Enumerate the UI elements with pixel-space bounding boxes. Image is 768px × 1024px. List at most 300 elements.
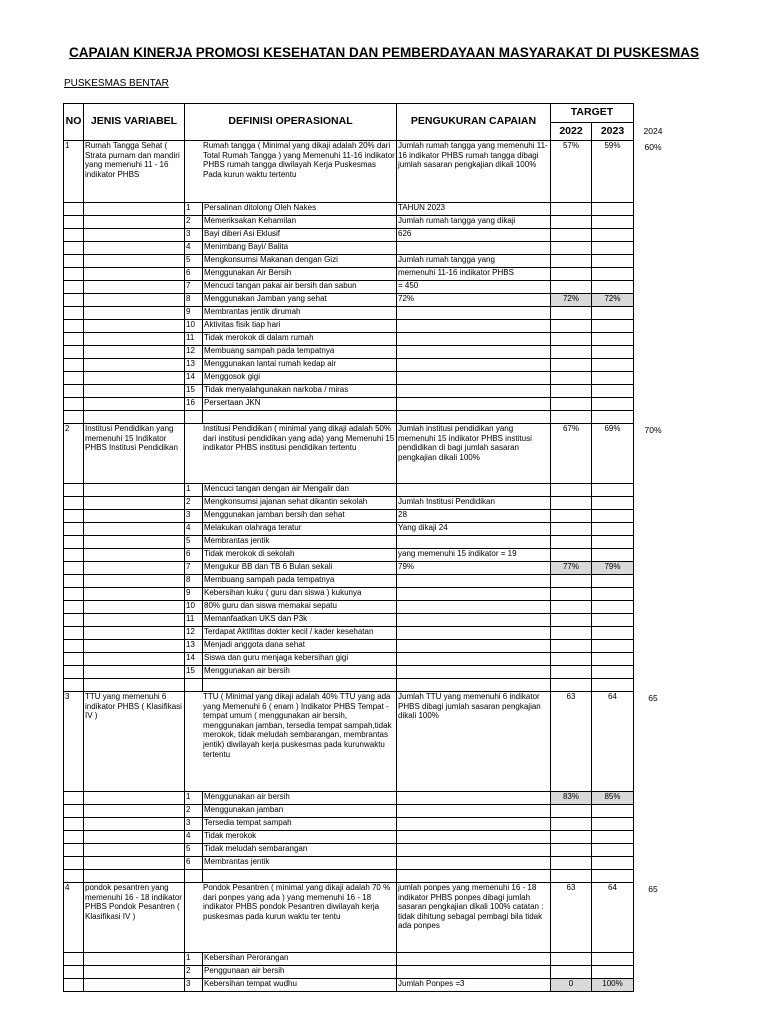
indicator-number: 4 xyxy=(185,831,203,844)
target-2023: 64 xyxy=(592,692,634,792)
indicator-value-2022 xyxy=(551,497,592,510)
indicator-row xyxy=(64,805,634,818)
indicator-value-2022 xyxy=(551,484,592,497)
indicator-row xyxy=(64,398,634,411)
indicator-row xyxy=(64,844,634,857)
empty-cell xyxy=(84,242,185,255)
indicator-value-2022 xyxy=(551,307,592,320)
indicator-number: 14 xyxy=(185,653,203,666)
indicator-measurement: Jumlah Institusi Pendidikan xyxy=(397,497,551,510)
indicator-row xyxy=(64,203,634,216)
indicator-measurement xyxy=(397,966,551,979)
empty-cell xyxy=(551,679,592,692)
indicator-row xyxy=(64,294,634,307)
empty-cell xyxy=(64,627,84,640)
indicator-number: 10 xyxy=(185,601,203,614)
target-2024: 70% xyxy=(644,424,662,435)
empty-cell xyxy=(64,523,84,536)
indicator-number: 15 xyxy=(185,666,203,679)
empty-cell xyxy=(64,601,84,614)
spacer-row xyxy=(64,679,634,692)
indicator-number: 7 xyxy=(185,562,203,575)
indicator-value-2022 xyxy=(551,372,592,385)
indicator-measurement xyxy=(397,640,551,653)
header-no: NO xyxy=(64,104,84,141)
indicator-measurement xyxy=(397,627,551,640)
empty-cell xyxy=(84,588,185,601)
empty-cell xyxy=(84,549,185,562)
indicator-value-2022 xyxy=(551,229,592,242)
empty-cell xyxy=(64,653,84,666)
indicator-row xyxy=(64,818,634,831)
indicator-row xyxy=(64,346,634,359)
indicator-measurement xyxy=(397,857,551,870)
target-2023: 69% xyxy=(592,424,634,484)
indicator-label: Mengukur BB dan TB 6 Bulan sekali xyxy=(203,562,397,575)
indicator-row xyxy=(64,792,634,805)
indicator-number: 4 xyxy=(185,242,203,255)
indicator-label: Memeriksakan Kehamilan xyxy=(203,216,397,229)
header-year-2023: 2023 xyxy=(592,123,634,141)
indicator-value-2022 xyxy=(551,398,592,411)
empty-cell xyxy=(84,627,185,640)
indicator-measurement xyxy=(397,398,551,411)
indicator-value-2023 xyxy=(592,575,634,588)
indicator-number: 13 xyxy=(185,359,203,372)
indicator-number: 2 xyxy=(185,216,203,229)
indicator-label: Tidak merokok di sekolah xyxy=(203,549,397,562)
indicator-value-2023 xyxy=(592,640,634,653)
indicator-value-2023 xyxy=(592,203,634,216)
performance-table xyxy=(63,103,634,992)
target-2022: 63 xyxy=(551,883,592,953)
indicator-value-2023 xyxy=(592,953,634,966)
section-row xyxy=(64,692,634,792)
indicator-label: Menggunakan Air Bersih xyxy=(203,268,397,281)
indicator-measurement xyxy=(397,792,551,805)
indicator-row xyxy=(64,216,634,229)
indicator-measurement: 79% xyxy=(397,562,551,575)
indicator-value-2022 xyxy=(551,805,592,818)
indicator-number: 6 xyxy=(185,268,203,281)
indicator-label: Membrantas jentik dirumah xyxy=(203,307,397,320)
pengukuran-capaian: jumlah ponpes yang memenuhi 16 - 18 indikator PHBS ponpes dibagi jumlah sasaran pengkajian dikali 100% catatan : tidak dihitung sebagai pembagi bila tidak ada ponpes xyxy=(397,883,551,953)
indicator-value-2023 xyxy=(592,307,634,320)
indicator-value-2022 xyxy=(551,953,592,966)
indicator-measurement xyxy=(397,385,551,398)
section-row xyxy=(64,424,634,484)
indicator-measurement xyxy=(397,805,551,818)
empty-cell xyxy=(64,588,84,601)
empty-cell xyxy=(84,679,185,692)
empty-cell xyxy=(64,549,84,562)
indicator-label: Persertaan JKN xyxy=(203,398,397,411)
indicator-value-2022 xyxy=(551,523,592,536)
indicator-row xyxy=(64,497,634,510)
section-number: 1 xyxy=(64,141,84,203)
jenis-variabel: TTU yang memenuhi 6 indikator PHBS ( Klasifikasi IV ) xyxy=(84,692,185,792)
indicator-number: 2 xyxy=(185,966,203,979)
indicator-value-2023 xyxy=(592,588,634,601)
indicator-number: 5 xyxy=(185,536,203,549)
indicator-value-2023 xyxy=(592,281,634,294)
indicator-number: 14 xyxy=(185,372,203,385)
indicator-measurement xyxy=(397,588,551,601)
indicator-value-2022 xyxy=(551,242,592,255)
indicator-row xyxy=(64,575,634,588)
indicator-number: 6 xyxy=(185,549,203,562)
empty-cell xyxy=(64,805,84,818)
indicator-value-2023 xyxy=(592,966,634,979)
indicator-measurement xyxy=(397,359,551,372)
indicator-value-2023 xyxy=(592,398,634,411)
indicator-measurement xyxy=(397,536,551,549)
indicator-value-2022: 77% xyxy=(551,562,592,575)
indicator-row xyxy=(64,320,634,333)
indicator-value-2023 xyxy=(592,627,634,640)
indicator-value-2022 xyxy=(551,588,592,601)
empty-cell xyxy=(203,679,397,692)
pengukuran-capaian: Jumlah TTU yang memenuhi 6 indikator PHBS dibagi jumlah sasaran pengkajian dikali 100% xyxy=(397,692,551,792)
indicator-value-2022 xyxy=(551,614,592,627)
section-number: 2 xyxy=(64,424,84,484)
section-row xyxy=(64,141,634,203)
target-2022: 67% xyxy=(551,424,592,484)
indicator-measurement: TAHUN 2023 xyxy=(397,203,551,216)
indicator-row xyxy=(64,385,634,398)
indicator-number: 5 xyxy=(185,844,203,857)
empty-cell xyxy=(64,242,84,255)
empty-cell xyxy=(84,562,185,575)
indicator-measurement: 626 xyxy=(397,229,551,242)
indicator-number: 7 xyxy=(185,281,203,294)
empty-cell xyxy=(84,979,185,992)
section-row xyxy=(64,883,634,953)
indicator-measurement xyxy=(397,666,551,679)
indicator-measurement xyxy=(397,575,551,588)
indicator-row xyxy=(64,229,634,242)
indicator-value-2023 xyxy=(592,653,634,666)
empty-cell xyxy=(84,953,185,966)
puskesmas-name: PUSKESMAS BENTAR xyxy=(64,78,169,89)
empty-cell xyxy=(64,640,84,653)
target-2023: 64 xyxy=(592,883,634,953)
empty-cell xyxy=(84,411,185,424)
indicator-label: Membrantas jentik xyxy=(203,536,397,549)
indicator-value-2022 xyxy=(551,333,592,346)
indicator-value-2023 xyxy=(592,346,634,359)
empty-cell xyxy=(592,870,634,883)
indicator-measurement xyxy=(397,818,551,831)
target-2023: 59% xyxy=(592,141,634,203)
indicator-row xyxy=(64,588,634,601)
indicator-value-2023 xyxy=(592,818,634,831)
empty-cell xyxy=(84,575,185,588)
indicator-number: 12 xyxy=(185,346,203,359)
indicator-label: Menimbang Bayi/ Balita xyxy=(203,242,397,255)
indicator-number: 3 xyxy=(185,229,203,242)
empty-cell xyxy=(84,346,185,359)
indicator-value-2023 xyxy=(592,614,634,627)
indicator-value-2023 xyxy=(592,857,634,870)
indicator-value-2023 xyxy=(592,844,634,857)
indicator-row xyxy=(64,614,634,627)
empty-cell xyxy=(84,372,185,385)
indicator-number: 1 xyxy=(185,953,203,966)
indicator-row xyxy=(64,857,634,870)
indicator-value-2023 xyxy=(592,805,634,818)
indicator-value-2022 xyxy=(551,281,592,294)
empty-cell xyxy=(64,203,84,216)
indicator-label: Mengkonsumsi jajanan sehat dikantin sekolah xyxy=(203,497,397,510)
indicator-label: Bayi diberi Asi Eklusif xyxy=(203,229,397,242)
empty-cell xyxy=(84,307,185,320)
indicator-value-2022 xyxy=(551,255,592,268)
empty-cell xyxy=(64,966,84,979)
indicator-value-2022 xyxy=(551,627,592,640)
indicator-value-2022 xyxy=(551,320,592,333)
indicator-row xyxy=(64,242,634,255)
indicator-measurement: 28 xyxy=(397,510,551,523)
empty-cell xyxy=(64,411,84,424)
indicator-value-2023 xyxy=(592,216,634,229)
indicator-value-2023 xyxy=(592,242,634,255)
indicator-label: Tidak menyalahgunakan narkoba / miras xyxy=(203,385,397,398)
empty-cell xyxy=(84,229,185,242)
indicator-label: Menggunakan air bersih xyxy=(203,792,397,805)
indicator-measurement xyxy=(397,242,551,255)
definisi-operasional: TTU ( Minimal yang dikaji adalah 40% TTU yang ada yang Memenuhi 6 ( enam ) Indikator PHBS Tempat - tempat umum ( menggunakan air bersih, menggunakan jamban, tersedia tempat sampah,tidak merokok, tidak meludah sembarangan, membrantas jentik) diwilayah kerja puskesmas pada kurunwaktu tertentu xyxy=(185,692,397,792)
indicator-value-2022 xyxy=(551,831,592,844)
indicator-measurement xyxy=(397,653,551,666)
indicator-value-2023: 85% xyxy=(592,792,634,805)
indicator-value-2023 xyxy=(592,268,634,281)
indicator-row xyxy=(64,281,634,294)
indicator-value-2022 xyxy=(551,549,592,562)
spacer-row xyxy=(64,411,634,424)
indicator-measurement xyxy=(397,953,551,966)
empty-cell xyxy=(84,281,185,294)
target-2024: 65 xyxy=(648,692,658,703)
empty-cell xyxy=(64,255,84,268)
pengukuran-capaian: Jumlah rumah tangga yang memenuhi 11-16 indikator PHBS rumah tangga dibagi jumlah sasaran pengkajian dikali 100% xyxy=(397,141,551,203)
empty-cell xyxy=(84,398,185,411)
indicator-value-2023 xyxy=(592,497,634,510)
indicator-value-2023 xyxy=(592,549,634,562)
empty-cell xyxy=(592,411,634,424)
empty-cell xyxy=(397,679,551,692)
pengukuran-capaian: Jumlah institusi pendidikan yang memenuhi 15 indikator PHBS institusi pendidikan di bagi jumlah sasaran pengkajian dikali 100% xyxy=(397,424,551,484)
indicator-label: Menggosok gigi xyxy=(203,372,397,385)
indicator-measurement xyxy=(397,484,551,497)
empty-cell xyxy=(551,870,592,883)
indicator-row xyxy=(64,627,634,640)
empty-cell xyxy=(397,411,551,424)
indicator-row xyxy=(64,666,634,679)
indicator-value-2023 xyxy=(592,523,634,536)
indicator-label: Menggunakan air bersih xyxy=(203,666,397,679)
indicator-measurement xyxy=(397,333,551,346)
indicator-measurement xyxy=(397,320,551,333)
empty-cell xyxy=(64,510,84,523)
empty-cell xyxy=(84,870,185,883)
empty-cell xyxy=(84,857,185,870)
indicator-label: Kebersihan Perorangan xyxy=(203,953,397,966)
indicator-value-2022 xyxy=(551,346,592,359)
indicator-value-2022 xyxy=(551,818,592,831)
indicator-value-2022 xyxy=(551,385,592,398)
empty-cell xyxy=(84,653,185,666)
target-2022: 63 xyxy=(551,692,592,792)
indicator-label: Tidak merokok di dalam rumah xyxy=(203,333,397,346)
indicator-row xyxy=(64,601,634,614)
indicator-row xyxy=(64,831,634,844)
target-2022: 57% xyxy=(551,141,592,203)
header-jenis-variabel: JENIS VARIABEL xyxy=(84,104,185,141)
indicator-value-2022 xyxy=(551,536,592,549)
indicator-value-2022 xyxy=(551,601,592,614)
indicator-label: Menjadi anggota dana sehat xyxy=(203,640,397,653)
definisi-operasional: Rumah tangga ( Minimal yang dikaji adalah 20% dari Total Rumah Tangga ) yang Memenuhi 11-16 indikator PHBS rumah tangga diwilayah Kerja Puskesmas Pada kurun waktu tertentu xyxy=(185,141,397,203)
indicator-value-2022 xyxy=(551,844,592,857)
indicator-label: Kebersihan kuku ( guru dan siswa ) kukunya xyxy=(203,588,397,601)
indicator-row xyxy=(64,523,634,536)
indicator-label: Menggunakan Jamban yang sehat xyxy=(203,294,397,307)
empty-cell xyxy=(64,216,84,229)
indicator-label: Tidak meludah sembarangan xyxy=(203,844,397,857)
indicator-value-2023 xyxy=(592,320,634,333)
indicator-label: Menggunakan lantai rumah kedap air xyxy=(203,359,397,372)
indicator-number: 6 xyxy=(185,857,203,870)
indicator-row xyxy=(64,966,634,979)
indicator-value-2023 xyxy=(592,385,634,398)
empty-cell xyxy=(64,818,84,831)
empty-cell xyxy=(84,792,185,805)
indicator-value-2023 xyxy=(592,536,634,549)
empty-cell xyxy=(592,679,634,692)
indicator-number: 2 xyxy=(185,805,203,818)
empty-cell xyxy=(64,679,84,692)
empty-cell xyxy=(203,870,397,883)
indicator-value-2022 xyxy=(551,640,592,653)
indicator-value-2023 xyxy=(592,255,634,268)
empty-cell xyxy=(64,666,84,679)
indicator-label: Membuang sampah pada tempatnya xyxy=(203,575,397,588)
indicator-value-2022 xyxy=(551,268,592,281)
indicator-value-2022 xyxy=(551,966,592,979)
indicator-measurement: memenuhi 11-16 indikator PHBS xyxy=(397,268,551,281)
indicator-value-2023: 72% xyxy=(592,294,634,307)
year-2024-label: 2024 xyxy=(643,126,663,136)
header-target: TARGET xyxy=(551,104,634,123)
empty-cell xyxy=(84,294,185,307)
empty-cell xyxy=(84,666,185,679)
indicator-label: Membrantas jentik xyxy=(203,857,397,870)
empty-cell xyxy=(64,953,84,966)
indicator-number: 1 xyxy=(185,792,203,805)
indicator-measurement: = 450 xyxy=(397,281,551,294)
empty-cell xyxy=(84,216,185,229)
empty-cell xyxy=(64,614,84,627)
indicator-value-2022: 72% xyxy=(551,294,592,307)
indicator-number: 1 xyxy=(185,484,203,497)
empty-cell xyxy=(84,601,185,614)
empty-cell xyxy=(84,831,185,844)
empty-cell xyxy=(64,307,84,320)
indicator-number: 10 xyxy=(185,320,203,333)
indicator-label: Tersedia tempat sampah xyxy=(203,818,397,831)
indicator-label: Memanfaatkan UKS dan P3k xyxy=(203,614,397,627)
indicator-value-2022 xyxy=(551,857,592,870)
empty-cell xyxy=(84,497,185,510)
indicator-number: 12 xyxy=(185,627,203,640)
empty-cell xyxy=(64,831,84,844)
indicator-measurement: 72% xyxy=(397,294,551,307)
indicator-number: 3 xyxy=(185,979,203,992)
definisi-operasional: Pondok Pesantren ( minimal yang dikaji adalah 70 % dari ponpes yang ada ) yang memenuhi 16 - 18 indikator PHBS pondok Pesantren diwilayah kerja puskesmas pada kurun waktu ter tentu xyxy=(185,883,397,953)
empty-cell xyxy=(84,523,185,536)
jenis-variabel: Rumah Tangga Sehat ( Strata purnam dan mandiri yang memenuhi 11 - 16 indikator PHBS xyxy=(84,141,185,203)
indicator-number: 9 xyxy=(185,307,203,320)
empty-cell xyxy=(84,333,185,346)
indicator-value-2023: 100% xyxy=(592,979,634,992)
indicator-value-2023 xyxy=(592,372,634,385)
header-pengukuran-capaian: PENGUKURAN CAPAIAN xyxy=(397,104,551,141)
indicator-number: 11 xyxy=(185,333,203,346)
empty-cell xyxy=(551,411,592,424)
indicator-row xyxy=(64,307,634,320)
jenis-variabel: pondok pesantren yang memenuhi 16 - 18 indikator PHBS Pondok Pesantren ( Klasifikasi IV ) xyxy=(84,883,185,953)
indicator-value-2023 xyxy=(592,229,634,242)
indicator-row xyxy=(64,333,634,346)
indicator-value-2022 xyxy=(551,653,592,666)
definisi-operasional: Institusi Pendidikan ( minimal yang dikaji adalah 50% dari institusi pendidikan yang ada) yang Memenuhi 15 indikator PHBS institusi pendidikan tertentu xyxy=(185,424,397,484)
empty-cell xyxy=(84,385,185,398)
section-number: 4 xyxy=(64,883,84,953)
indicator-number: 2 xyxy=(185,497,203,510)
empty-cell xyxy=(84,255,185,268)
indicator-number: 11 xyxy=(185,614,203,627)
indicator-row xyxy=(64,268,634,281)
header-year-2022: 2022 xyxy=(551,123,592,141)
indicator-label: Menggunakan jamban bersih dan sehat xyxy=(203,510,397,523)
indicator-measurement xyxy=(397,372,551,385)
empty-cell xyxy=(64,484,84,497)
indicator-value-2023 xyxy=(592,359,634,372)
empty-cell xyxy=(397,870,551,883)
empty-cell xyxy=(84,203,185,216)
indicator-row xyxy=(64,640,634,653)
indicator-value-2022 xyxy=(551,203,592,216)
empty-cell xyxy=(203,411,397,424)
indicator-label: 80% guru dan siswa memakai sepatu xyxy=(203,601,397,614)
indicator-number: 4 xyxy=(185,523,203,536)
indicator-measurement: Yang dikaji 24 xyxy=(397,523,551,536)
indicator-value-2022 xyxy=(551,216,592,229)
indicator-measurement xyxy=(397,831,551,844)
indicator-label: Terdapat Aktifitas dokter kecil / kader kesehatan xyxy=(203,627,397,640)
indicator-row xyxy=(64,372,634,385)
indicator-label: Kebersihan tempat wudhu xyxy=(203,979,397,992)
indicator-row xyxy=(64,359,634,372)
indicator-number: 8 xyxy=(185,575,203,588)
indicator-value-2023 xyxy=(592,831,634,844)
indicator-row xyxy=(64,549,634,562)
indicator-row xyxy=(64,979,634,992)
header-definisi-operasional: DEFINISI OPERASIONAL xyxy=(185,104,397,141)
indicator-value-2022: 0 xyxy=(551,979,592,992)
indicator-label: Persalinan ditolong Oleh Nakes xyxy=(203,203,397,216)
